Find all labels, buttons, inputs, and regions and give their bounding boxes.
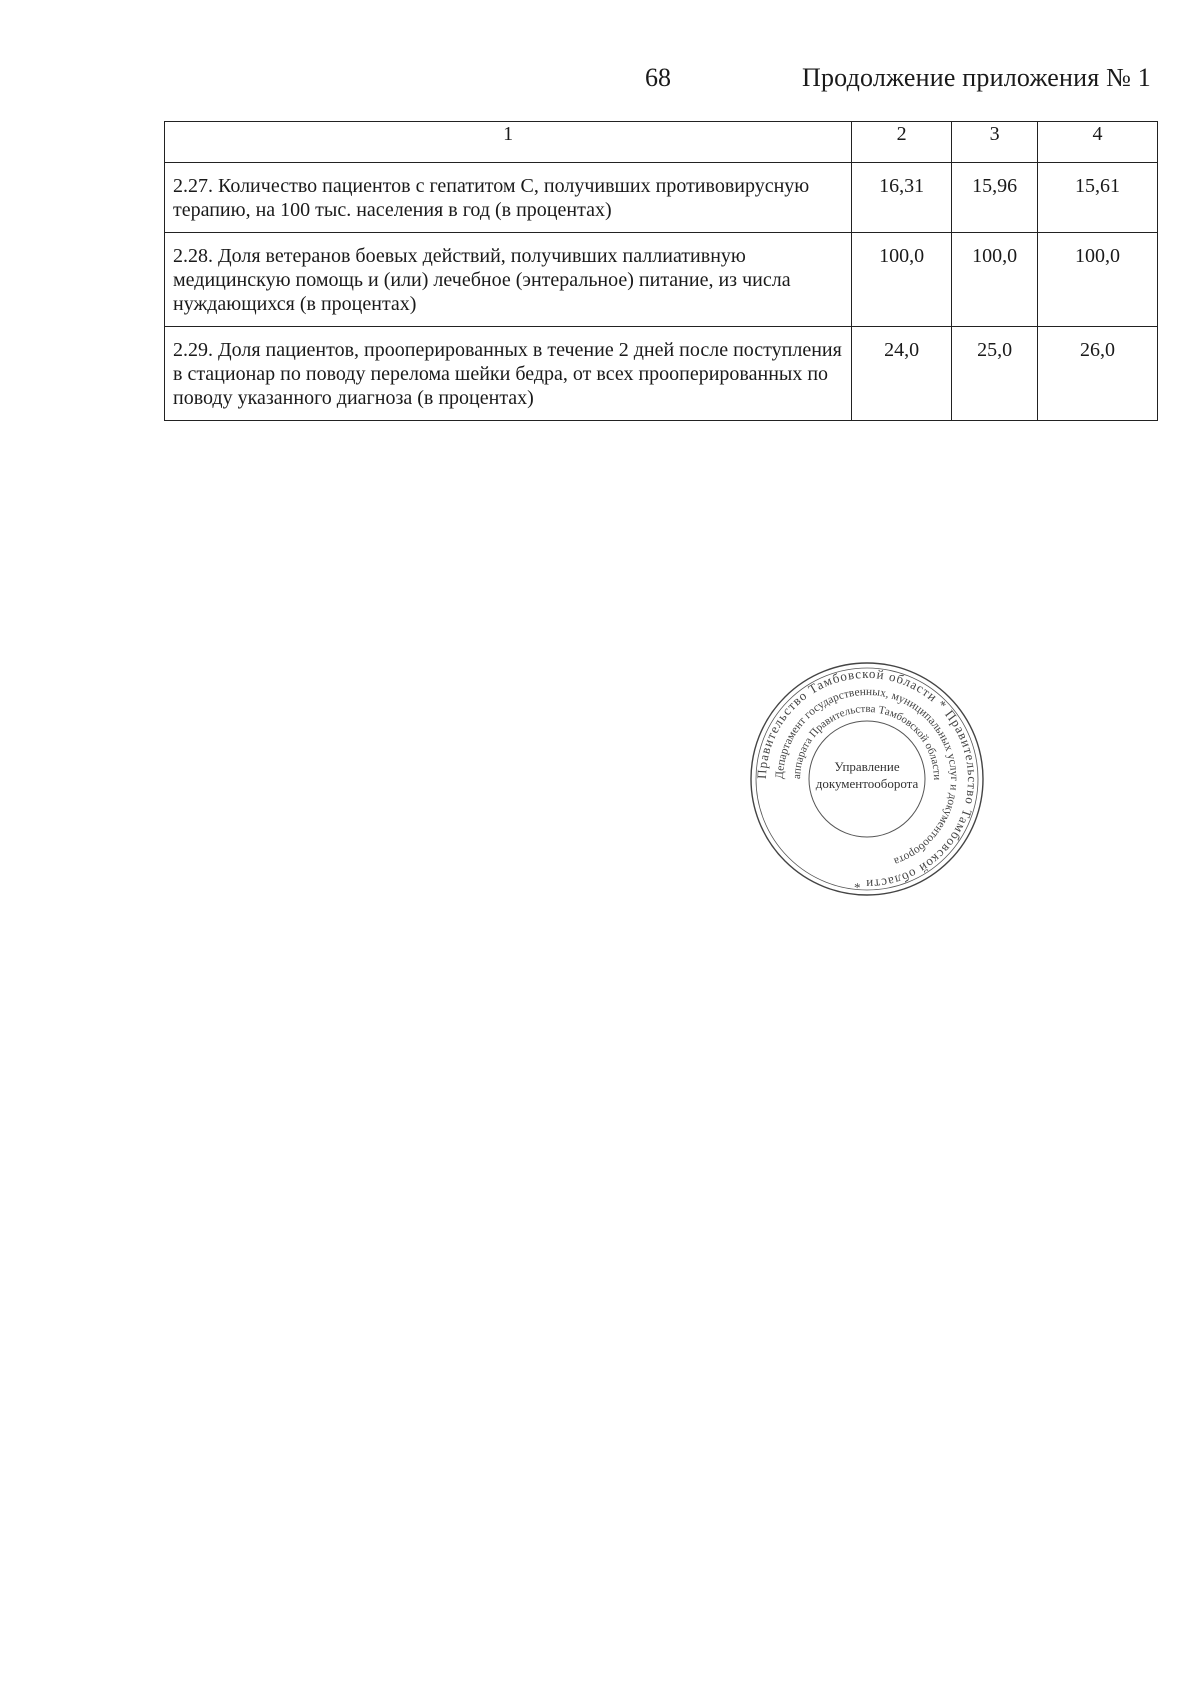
indicator-name: 2.27. Количество пациентов с гепатитом С, получивших противовирусную терапию, на 100 тыс. населения в год (в процентах) [165,163,852,233]
indicator-value: 25,0 [952,327,1038,421]
indicator-name: 2.29. Доля пациентов, прооперированных в течение 2 дней после поступления в стационар по поводу перелома шейки бедра, от всех прооперированных по поводу указанного диагноза (в процентах) [165,327,852,421]
table-header-row [165,122,1158,163]
indicator-value: 15,96 [952,163,1038,233]
indicator-value: 16,31 [852,163,952,233]
page-number: 68 [645,63,671,92]
column-header: 1 [165,122,852,163]
table-row [165,163,1158,233]
indicator-value: 24,0 [852,327,952,421]
indicator-value: 100,0 [852,233,952,327]
seal-middle-text: Департамент государственных, муниципальных услуг и документооборота [773,685,961,868]
indicator-name: 2.28. Доля ветеранов боевых действий, получивших паллиативную медицинскую помощь и (или) лечебное (энтеральное) питание, из числа нуждающихся (в процентах) [165,233,852,327]
indicator-value: 15,61 [1038,163,1158,233]
indicator-value: 100,0 [952,233,1038,327]
table-row [165,233,1158,327]
official-seal [748,660,986,898]
table-row [165,327,1158,421]
indicators-table [164,121,1158,421]
column-header: 2 [852,122,952,163]
indicator-value: 100,0 [1038,233,1158,327]
seal-center-text: Управление документооборота [815,759,919,791]
appendix-continuation-title: Продолжение приложения № 1 [801,63,1151,92]
column-header: 3 [952,122,1038,163]
column-header: 4 [1038,122,1158,163]
seal-inner-text: аппарата Правительства Тамбовской области [790,702,944,781]
indicator-value: 26,0 [1038,327,1158,421]
seal-outer-text: Правительство Тамбовской области * Правительство Тамбовской области * [753,665,981,893]
